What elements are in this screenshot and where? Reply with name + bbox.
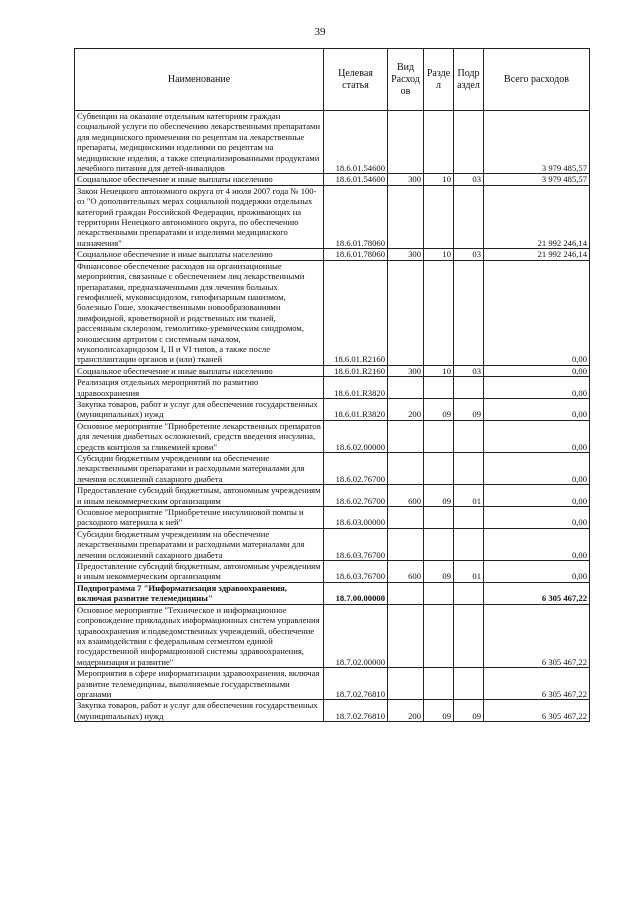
row-subsection-cell bbox=[454, 528, 484, 560]
row-section-cell: 10 bbox=[424, 174, 454, 185]
row-name-cell: Субсидии бюджетным учреждениям на обеспечение лекарственными препаратами и расходными материалами для лечения осложнений сахарного диабета bbox=[75, 453, 324, 485]
row-subsection-cell bbox=[454, 377, 484, 399]
row-total-cell: 6 305 467,22 bbox=[484, 668, 590, 700]
row-section-cell bbox=[424, 668, 454, 700]
table-row bbox=[75, 420, 590, 452]
row-name-cell: Субвенции на оказание отдельным категориям граждан социальной услуги по обеспечению лекарственными препаратами для медицинского применения по рецептам на лекарственные препараты, медицинскими изделиями по рецептам на медицинские изделия, а также специализированными продуктами лечебного питания для детей-инвалидов bbox=[75, 111, 324, 174]
row-subsection-cell: 03 bbox=[454, 174, 484, 185]
table-row bbox=[75, 604, 590, 667]
row-subsection-cell: 03 bbox=[454, 365, 484, 376]
row-target-article-cell: 18.6.01.54600 bbox=[324, 174, 388, 185]
header-section: Разде л bbox=[424, 49, 454, 111]
table-row bbox=[75, 453, 590, 485]
row-subsection-cell: 03 bbox=[454, 249, 484, 260]
row-subsection-cell bbox=[454, 260, 484, 365]
row-name-cell: Основное мероприятие "Приобретение инсулиновой помпы и расходного материала к ней" bbox=[75, 507, 324, 529]
row-expense-type-cell bbox=[388, 453, 424, 485]
row-subsection-cell bbox=[454, 111, 484, 174]
row-subsection-cell bbox=[454, 604, 484, 667]
row-target-article-cell: 18.7.00.00000 bbox=[324, 582, 388, 604]
table-row bbox=[75, 561, 590, 583]
row-subsection-cell: 09 bbox=[454, 700, 484, 722]
row-target-article-cell: 18.6.03.00000 bbox=[324, 507, 388, 529]
row-total-cell: 6 305 467,22 bbox=[484, 604, 590, 667]
row-name-cell: Закупка товаров, работ и услуг для обеспечения государственных (муниципальных) нужд bbox=[75, 700, 324, 722]
row-subsection-cell bbox=[454, 420, 484, 452]
row-expense-type-cell: 300 bbox=[388, 174, 424, 185]
row-subsection-cell bbox=[454, 185, 484, 248]
table-row bbox=[75, 185, 590, 248]
row-name-cell: Основное мероприятие "Техническое и информационное сопровождение прикладных информационных систем управления здравоохранения и подведомственных учреждений, обеспечение их взаимодействия с федеральным сегментом единой государственной информационной системы здравоохранения, модернизация и развитие" bbox=[75, 604, 324, 667]
table-row bbox=[75, 485, 590, 507]
row-section-cell bbox=[424, 377, 454, 399]
row-section-cell bbox=[424, 260, 454, 365]
header-total: Всего расходов bbox=[484, 49, 590, 111]
row-total-cell: 0,00 bbox=[484, 260, 590, 365]
row-name-cell: Социальное обеспечение и иные выплаты населению bbox=[75, 249, 324, 260]
table-row bbox=[75, 111, 590, 174]
row-name-cell: Мероприятия в сфере информатизации здравоохранения, включая развитие телемедицины, выполняемые государственными органами bbox=[75, 668, 324, 700]
budget-table bbox=[74, 48, 590, 722]
row-section-cell bbox=[424, 528, 454, 560]
row-section-cell: 10 bbox=[424, 249, 454, 260]
table-row bbox=[75, 507, 590, 529]
row-name-cell: Субсидии бюджетным учреждениям на обеспечение лекарственными препаратами и расходными материалами для лечения осложнений сахарного диабета bbox=[75, 528, 324, 560]
row-total-cell: 3 979 485,57 bbox=[484, 174, 590, 185]
row-target-article-cell: 18.6.01.R3820 bbox=[324, 398, 388, 420]
row-section-cell bbox=[424, 507, 454, 529]
page-number: 39 bbox=[314, 26, 326, 38]
row-expense-type-cell bbox=[388, 528, 424, 560]
table-header-row bbox=[75, 49, 590, 111]
row-total-cell: 0,00 bbox=[484, 507, 590, 529]
header-expense-type: Вид Расход ов bbox=[388, 49, 424, 111]
row-name-cell: Реализация отдельных мероприятий по развитию здравоохранения bbox=[75, 377, 324, 399]
row-target-article-cell: 18.6.01.54600 bbox=[324, 111, 388, 174]
row-target-article-cell: 18.6.01.78060 bbox=[324, 249, 388, 260]
header-target-article: Целевая статья bbox=[324, 49, 388, 111]
row-section-cell: 09 bbox=[424, 561, 454, 583]
row-section-cell bbox=[424, 582, 454, 604]
row-expense-type-cell: 300 bbox=[388, 365, 424, 376]
table-row bbox=[75, 377, 590, 399]
row-subsection-cell bbox=[454, 582, 484, 604]
row-total-cell: 0,00 bbox=[484, 420, 590, 452]
table-row bbox=[75, 260, 590, 365]
row-subsection-cell bbox=[454, 453, 484, 485]
table-row bbox=[75, 700, 590, 722]
row-name-cell: Предоставление субсидий бюджетным, автономным учреждениям и иным некоммерческим организациям bbox=[75, 485, 324, 507]
row-subsection-cell bbox=[454, 668, 484, 700]
row-expense-type-cell: 600 bbox=[388, 561, 424, 583]
row-expense-type-cell bbox=[388, 420, 424, 452]
row-expense-type-cell bbox=[388, 582, 424, 604]
row-expense-type-cell bbox=[388, 604, 424, 667]
row-name-cell: Основное мероприятие "Приобретение лекарственных препаратов для лечения диабетных осложнений, средств введения инсулина, средств контроля за гликемией крови" bbox=[75, 420, 324, 452]
row-expense-type-cell bbox=[388, 668, 424, 700]
row-expense-type-cell: 300 bbox=[388, 249, 424, 260]
row-total-cell: 21 992 246,14 bbox=[484, 185, 590, 248]
row-expense-type-cell bbox=[388, 185, 424, 248]
table-row bbox=[75, 365, 590, 376]
row-target-article-cell: 18.6.02.76700 bbox=[324, 485, 388, 507]
row-expense-type-cell: 200 bbox=[388, 700, 424, 722]
row-total-cell: 21 992 246,14 bbox=[484, 249, 590, 260]
row-target-article-cell: 18.6.01.R2160 bbox=[324, 365, 388, 376]
row-target-article-cell: 18.7.02.76810 bbox=[324, 700, 388, 722]
row-section-cell bbox=[424, 185, 454, 248]
row-total-cell: 0,00 bbox=[484, 377, 590, 399]
row-total-cell: 3 979 485,57 bbox=[484, 111, 590, 174]
row-target-article-cell: 18.6.01.R3820 bbox=[324, 377, 388, 399]
row-name-cell: Закупка товаров, работ и услуг для обеспечения государственных (муниципальных) нужд bbox=[75, 398, 324, 420]
row-target-article-cell: 18.6.02.00000 bbox=[324, 420, 388, 452]
table-row bbox=[75, 398, 590, 420]
row-expense-type-cell: 200 bbox=[388, 398, 424, 420]
row-name-cell: Социальное обеспечение и иные выплаты населению bbox=[75, 365, 324, 376]
row-target-article-cell: 18.6.01.R2160 bbox=[324, 260, 388, 365]
row-total-cell: 0,00 bbox=[484, 398, 590, 420]
row-subsection-cell: 01 bbox=[454, 561, 484, 583]
row-target-article-cell: 18.6.03.76700 bbox=[324, 561, 388, 583]
row-section-cell: 09 bbox=[424, 485, 454, 507]
row-total-cell: 0,00 bbox=[484, 561, 590, 583]
row-name-cell: Социальное обеспечение и иные выплаты населению bbox=[75, 174, 324, 185]
row-subsection-cell: 01 bbox=[454, 485, 484, 507]
header-subsection: Подр аздел bbox=[454, 49, 484, 111]
row-expense-type-cell: 600 bbox=[388, 485, 424, 507]
row-section-cell: 09 bbox=[424, 398, 454, 420]
header-name: Наименование bbox=[75, 49, 324, 111]
row-expense-type-cell bbox=[388, 111, 424, 174]
row-section-cell bbox=[424, 604, 454, 667]
row-name-cell: Предоставление субсидий бюджетным, автономным учреждениям и иным некоммерческим организациям bbox=[75, 561, 324, 583]
row-total-cell: 6 305 467,22 bbox=[484, 582, 590, 604]
row-name-cell: Закон Ненецкого автономного округа от 4 июля 2007 года № 100-оз "О дополнительных мерах социальной поддержки отдельных категорий граждан Российской Федерации, проживающих на территории Ненецкого автономного округа, по обеспечению лекарственными препаратами и изделиями медицинского назначения" bbox=[75, 185, 324, 248]
table-row bbox=[75, 174, 590, 185]
row-subsection-cell bbox=[454, 507, 484, 529]
table-row bbox=[75, 249, 590, 260]
row-target-article-cell: 18.7.02.76810 bbox=[324, 668, 388, 700]
row-target-article-cell: 18.6.01.78060 bbox=[324, 185, 388, 248]
row-section-cell bbox=[424, 111, 454, 174]
row-name-cell: Подпрограмма 7 "Информатизация здравоохранения, включая развитие телемедицины" bbox=[75, 582, 324, 604]
row-subsection-cell: 09 bbox=[454, 398, 484, 420]
row-section-cell bbox=[424, 420, 454, 452]
table-row bbox=[75, 582, 590, 604]
row-section-cell: 09 bbox=[424, 700, 454, 722]
row-total-cell: 6 305 467,22 bbox=[484, 700, 590, 722]
row-total-cell: 0,00 bbox=[484, 485, 590, 507]
row-expense-type-cell bbox=[388, 507, 424, 529]
table-row bbox=[75, 668, 590, 700]
row-target-article-cell: 18.7.02.00000 bbox=[324, 604, 388, 667]
row-total-cell: 0,00 bbox=[484, 365, 590, 376]
row-target-article-cell: 18.6.02.76700 bbox=[324, 453, 388, 485]
row-section-cell bbox=[424, 453, 454, 485]
row-name-cell: Финансовое обеспечение расходов на организационные мероприятия, связанные с обеспечением лиц лекарственными препаратами, предназначенными для лечения больных гемофилией, муковисцидозом, гипофизарным нанизмом, болезнью Гоше, злокачественными новообразованиями лимфоидной, кроветворной и родственных им тканей, рассеянным склерозом, гемолитико-уремическим синдромом, юношеским артритом с системным началом, мукополисахаридозом I, II и VI типов, а также после трансплантации органов и (или) тканей bbox=[75, 260, 324, 365]
table-row bbox=[75, 528, 590, 560]
row-expense-type-cell bbox=[388, 377, 424, 399]
row-expense-type-cell bbox=[388, 260, 424, 365]
row-target-article-cell: 18.6.03.76700 bbox=[324, 528, 388, 560]
row-total-cell: 0,00 bbox=[484, 528, 590, 560]
row-section-cell: 10 bbox=[424, 365, 454, 376]
row-total-cell: 0,00 bbox=[484, 453, 590, 485]
